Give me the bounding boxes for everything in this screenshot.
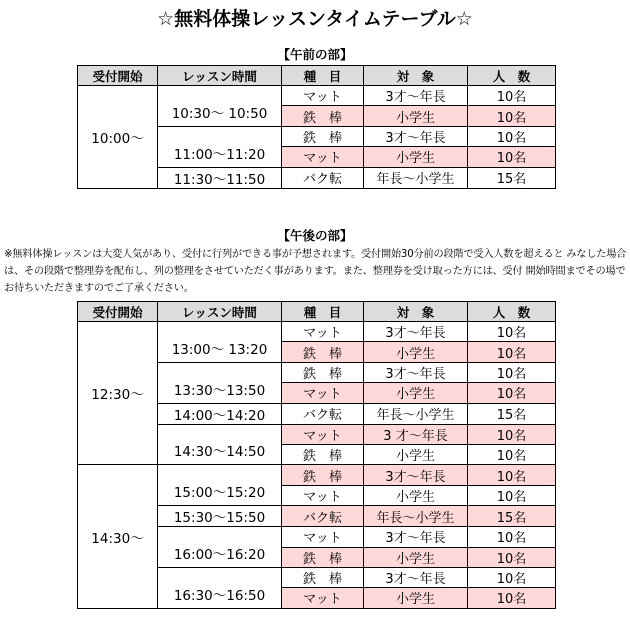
reception-time-cell: 12:30〜 xyxy=(78,322,158,465)
event-cell: マット xyxy=(282,485,364,505)
lesson-time-cell: 15:30〜15:50 xyxy=(158,506,282,527)
count-cell: 10名 xyxy=(468,485,556,505)
lesson-time-cell: 13:30〜13:50 xyxy=(158,362,282,403)
count-cell: 10名 xyxy=(468,126,556,146)
event-cell: バク転 xyxy=(282,403,364,424)
target-cell: 年長〜小学生 xyxy=(364,403,468,424)
lesson-time-cell: 14:30〜14:50 xyxy=(158,424,282,465)
target-cell: 3才〜年長 xyxy=(364,362,468,382)
header-target: 対 象 xyxy=(364,66,468,86)
count-cell: 10名 xyxy=(468,86,556,106)
header-reception: 受付開始 xyxy=(78,302,158,322)
event-cell: バク転 xyxy=(282,167,364,188)
lesson-time-cell: 10:30〜 10:50 xyxy=(158,86,282,127)
count-cell: 10名 xyxy=(468,465,556,485)
morning-section-title: 【午前の部】 xyxy=(277,47,353,62)
table-row xyxy=(78,86,556,106)
event-cell: 鉄 棒 xyxy=(282,444,364,464)
lesson-time-cell: 11:00〜11:20 xyxy=(158,126,282,167)
count-cell: 10名 xyxy=(468,567,556,587)
count-cell: 10名 xyxy=(468,106,556,126)
count-cell: 10名 xyxy=(468,424,556,444)
header-count: 人 数 xyxy=(468,66,556,86)
afternoon-section-title: 【午後の部】 xyxy=(277,228,353,243)
afternoon-timetable xyxy=(77,301,556,609)
count-cell: 10名 xyxy=(468,444,556,464)
event-cell: マット xyxy=(282,588,364,608)
event-cell: 鉄 棒 xyxy=(282,342,364,362)
target-cell: 小学生 xyxy=(364,485,468,505)
count-cell: 15名 xyxy=(468,167,556,188)
count-cell: 10名 xyxy=(468,322,556,342)
lesson-time-cell: 13:00〜 13:20 xyxy=(158,322,282,363)
event-cell: マット xyxy=(282,383,364,403)
event-cell: マット xyxy=(282,527,364,547)
header-event: 種 目 xyxy=(282,66,364,86)
target-cell: 年長〜小学生 xyxy=(364,167,468,188)
target-cell: 3才〜年長 xyxy=(364,322,468,342)
target-cell: 小学生 xyxy=(364,383,468,403)
target-cell: 3才〜年長 xyxy=(364,126,468,146)
event-cell: マット xyxy=(282,86,364,106)
target-cell: 3才〜年長 xyxy=(364,86,468,106)
target-cell: 小学生 xyxy=(364,444,468,464)
target-cell: 小学生 xyxy=(364,547,468,567)
target-cell: 小学生 xyxy=(364,342,468,362)
count-cell: 10名 xyxy=(468,588,556,608)
header-event: 種 目 xyxy=(282,302,364,322)
count-cell: 15名 xyxy=(468,403,556,424)
count-cell: 10名 xyxy=(468,362,556,382)
event-cell: 鉄 棒 xyxy=(282,106,364,126)
table-row xyxy=(78,465,556,485)
lesson-time-cell: 14:00〜14:20 xyxy=(158,403,282,424)
event-cell: マット xyxy=(282,147,364,167)
count-cell: 10名 xyxy=(468,547,556,567)
event-cell: マット xyxy=(282,322,364,342)
header-lesson-time: レッスン時間 xyxy=(158,302,282,322)
event-cell: マット xyxy=(282,424,364,444)
lesson-time-cell: 16:30〜16:50 xyxy=(158,567,282,608)
lesson-time-cell: 16:00〜16:20 xyxy=(158,527,282,568)
event-cell: 鉄 棒 xyxy=(282,362,364,382)
notice-text: ※無料体操レッスンは大変人気があり、受付に行列ができる事が予想されます。受付開始30分前の段階で受入人数を超えると みなした場合は、その段階で整理券を配布し、列の整理をさせていただく事があります。また、整理券を受け取った方には、受付 開始時間までその場でお待ちいただきますのでご了承ください。 xyxy=(4,249,627,294)
event-cell: 鉄 棒 xyxy=(282,547,364,567)
table-header-row xyxy=(78,66,556,86)
header-reception: 受付開始 xyxy=(78,66,158,86)
table-row xyxy=(78,322,556,342)
target-cell: 3才〜年長 xyxy=(364,567,468,587)
event-cell: 鉄 棒 xyxy=(282,126,364,146)
count-cell: 10名 xyxy=(468,527,556,547)
count-cell: 15名 xyxy=(468,506,556,527)
target-cell: 小学生 xyxy=(364,588,468,608)
reception-time-cell: 14:30〜 xyxy=(78,465,158,608)
lesson-time-cell: 15:00〜15:20 xyxy=(158,465,282,506)
header-count: 人 数 xyxy=(468,302,556,322)
target-cell: 小学生 xyxy=(364,147,468,167)
count-cell: 10名 xyxy=(468,383,556,403)
morning-timetable xyxy=(77,65,556,189)
target-cell: 小学生 xyxy=(364,106,468,126)
table-header-row xyxy=(78,302,556,322)
count-cell: 10名 xyxy=(468,342,556,362)
header-target: 対 象 xyxy=(364,302,468,322)
lesson-time-cell: 11:30〜11:50 xyxy=(158,167,282,188)
event-cell: バク転 xyxy=(282,506,364,527)
header-lesson-time: レッスン時間 xyxy=(158,66,282,86)
target-cell: 3才〜年長 xyxy=(364,465,468,485)
reception-time-cell: 10:00〜 xyxy=(78,86,158,189)
event-cell: 鉄 棒 xyxy=(282,465,364,485)
count-cell: 10名 xyxy=(468,147,556,167)
target-cell: 3才〜年長 xyxy=(364,527,468,547)
event-cell: 鉄 棒 xyxy=(282,567,364,587)
target-cell: 年長〜小学生 xyxy=(364,506,468,527)
target-cell: 3 才〜年長 xyxy=(364,424,468,444)
page-title: ☆無料体操レッスンタイムテーブル☆ xyxy=(157,8,473,30)
